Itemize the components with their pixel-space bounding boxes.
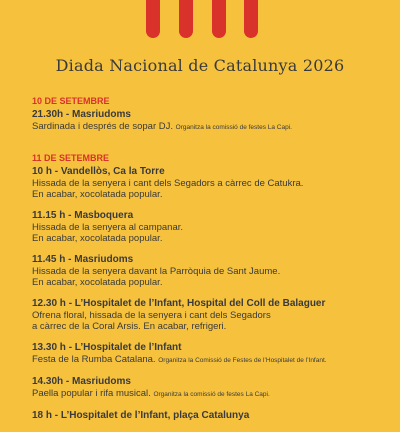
event-item xyxy=(32,298,392,332)
event-line: En acabar, xocolatada popular. xyxy=(32,233,163,244)
event-item xyxy=(32,109,392,133)
event-note: Organitza la comissió de festes La Capi. xyxy=(153,391,270,398)
event-item xyxy=(32,254,392,288)
event-description xyxy=(32,388,392,400)
event-description xyxy=(32,121,392,133)
event-description xyxy=(32,354,392,366)
event-note: Organitza la Comissió de Festes de l’Hospitalet de l’Infant. xyxy=(158,357,327,364)
event-line: Hissada de la senyera al campanar. xyxy=(32,222,184,233)
event-item xyxy=(32,342,392,366)
event-line: Paella popular i rifa musical. xyxy=(32,388,151,399)
event-heading: 11.45 h - Masriudoms xyxy=(32,254,134,265)
date-heading: 10 DE SETEMBRE xyxy=(32,96,110,106)
event-item xyxy=(32,166,392,200)
page-title: Diada Nacional de Catalunya 2026 xyxy=(55,56,345,75)
flag-stripes-logo xyxy=(0,0,400,40)
event-heading: 12.30 h - L’Hospitalet de l’Infant, Hospital del Coll de Balaguer xyxy=(32,298,326,309)
event-schedule xyxy=(32,96,392,432)
event-heading: 21.30h - Masriudoms xyxy=(32,109,131,120)
event-line: Sardinada i després de sopar DJ. xyxy=(32,121,173,132)
event-item xyxy=(32,210,392,244)
event-heading: 13.30 h - L’Hospitalet de l’Infant xyxy=(32,342,182,353)
event-note: Organitza la comissió de festes La Capi. xyxy=(175,124,292,131)
event-line: a càrrec de la Coral Arsis. En acabar, refrigeri. xyxy=(32,321,227,332)
event-heading: 14.30h - Masriudoms xyxy=(32,376,131,387)
event-line: En acabar, xocolatada popular. xyxy=(32,277,163,288)
event-heading: 11.15 h - Masboquera xyxy=(32,210,134,221)
event-heading: 10 h - Vandellòs, Ca la Torre xyxy=(32,166,165,177)
event-heading: 18 h - L’Hospitalet de l’Infant, plaça Catalunya xyxy=(32,410,250,421)
event-line: Hissada de la senyera i cant dels Segadors a càrrec de Catukra. xyxy=(32,178,304,189)
event-line: En acabar, xocolatada popular. xyxy=(32,189,163,200)
event-item xyxy=(32,376,392,400)
event-line: Ofrena floral, hissada de la senyera i cant dels Segadors xyxy=(32,310,271,321)
event-line: Festa de la Rumba Catalana. xyxy=(32,354,156,365)
event-item xyxy=(32,410,392,422)
event-line: Hissada de la senyera davant la Parròquia de Sant Jaume. xyxy=(32,266,281,277)
date-heading: 11 DE SETEMBRE xyxy=(32,153,110,163)
